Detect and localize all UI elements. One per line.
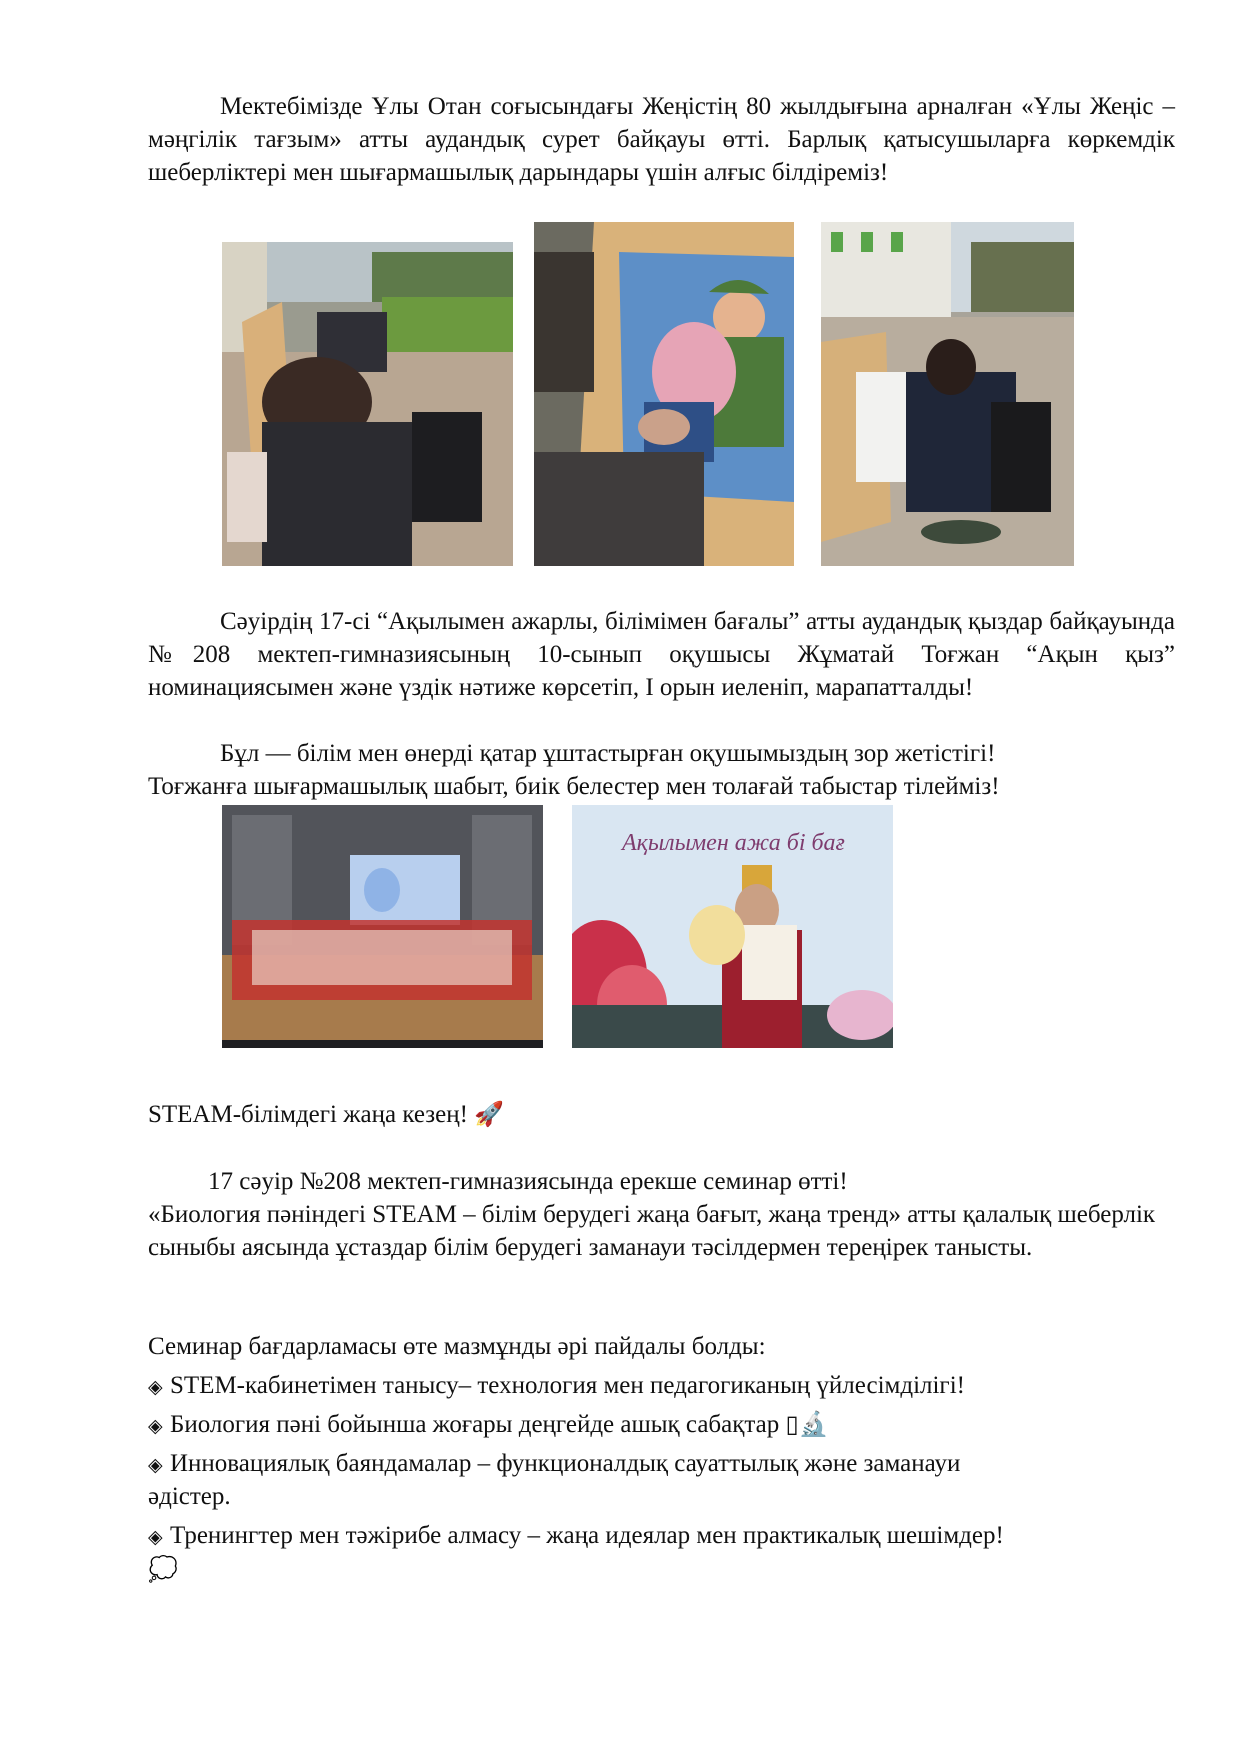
- microscope-icon: ▯🔬: [785, 1410, 829, 1438]
- paragraph-girls-contest: Сәуірдің 17-сі “Ақылымен ажарлы, білімімен бағалы” атты аудандық қыздар байқауында №208 мектеп-гимназиясының 10-сынып оқушысы Жұматай Тоғжан “Ақын қыз” номинациясымен және үздік нәтиже көрсетіп, І орын иеленіп, марапатталды!: [148, 608, 1175, 701]
- list-item: ◈ Биология пәні бойынша жоғары деңгейде ашық сабақтар ▯🔬: [148, 1408, 829, 1443]
- paragraph-wishes: Тоғжанға шығармашылық шабыт, биік белестер мен толағай табыстар тілейміз!: [148, 773, 1000, 800]
- diamond-bullet-icon: ◈: [148, 1376, 163, 1398]
- photo-painting-soldier: [534, 222, 794, 566]
- rocket-icon: 🚀: [474, 1100, 505, 1128]
- heading-text: STEAM-білімдегі жаңа кезең!: [148, 1101, 468, 1128]
- diamond-bullet-icon: ◈: [148, 1526, 163, 1548]
- diamond-bullet-icon: ◈: [148, 1415, 163, 1437]
- photo-group-stage: [222, 805, 543, 1048]
- photo-students-drawing-2: [821, 222, 1074, 566]
- banner-text: Ақылымен ажа бі бағ: [622, 830, 845, 856]
- section-heading-steam: [148, 1098, 504, 1131]
- list-item: ◈ Инновациялық баяндамалар – функционалдық сауаттылық және заманауи: [148, 1447, 960, 1482]
- program-title: Семинар бағдарламасы өте мазмұнды әрі пайдалы болды:: [148, 1333, 766, 1360]
- list-item: ◈ Тренингтер мен тәжірибе алмасу – жаңа идеялар мен практикалық шешімдер!: [148, 1519, 1004, 1554]
- paragraph-masterclass: «Биология пәніндегі STEAM – білім берудегі жаңа бағыт, жаңа тренд» атты қалалық шеберлік сыныбы аясында ұстаздар білім берудегі заманауи тәсілдермен тереңірек танысты.: [148, 1201, 1156, 1261]
- intro-line-seminar: 17 сәуір №208 мектеп-гимназиясында ерекше семинар өтті!: [208, 1168, 848, 1195]
- paragraph-achievement: Бұл — білім мен өнерді қатар ұштастырған оқушымыздың зор жетістігі!: [220, 740, 996, 767]
- diamond-bullet-icon: ◈: [148, 1454, 163, 1476]
- paragraph-art-contest: Мектебімізде Ұлы Отан соғысындағы Жеңістің 80 жылдығына арналған «Ұлы Жеңіс – мәңгілік тағзым» атты аудандық сурет байқауы өтті. Барлық қатысушыларға көркемдік шеберліктері мен шығармашылық дарындары үшін алғыс білдіреміз!: [148, 93, 1175, 186]
- photo-award-winner: [572, 805, 893, 1048]
- list-item-continuation: әдістер.: [148, 1483, 231, 1510]
- thought-bubble-icon: 💭: [148, 1555, 178, 1583]
- photo-students-drawing-1: [222, 242, 513, 566]
- list-item: ◈ STEM-кабинетімен танысу– технология мен педагогиканың үйлесімділігі!: [148, 1369, 965, 1404]
